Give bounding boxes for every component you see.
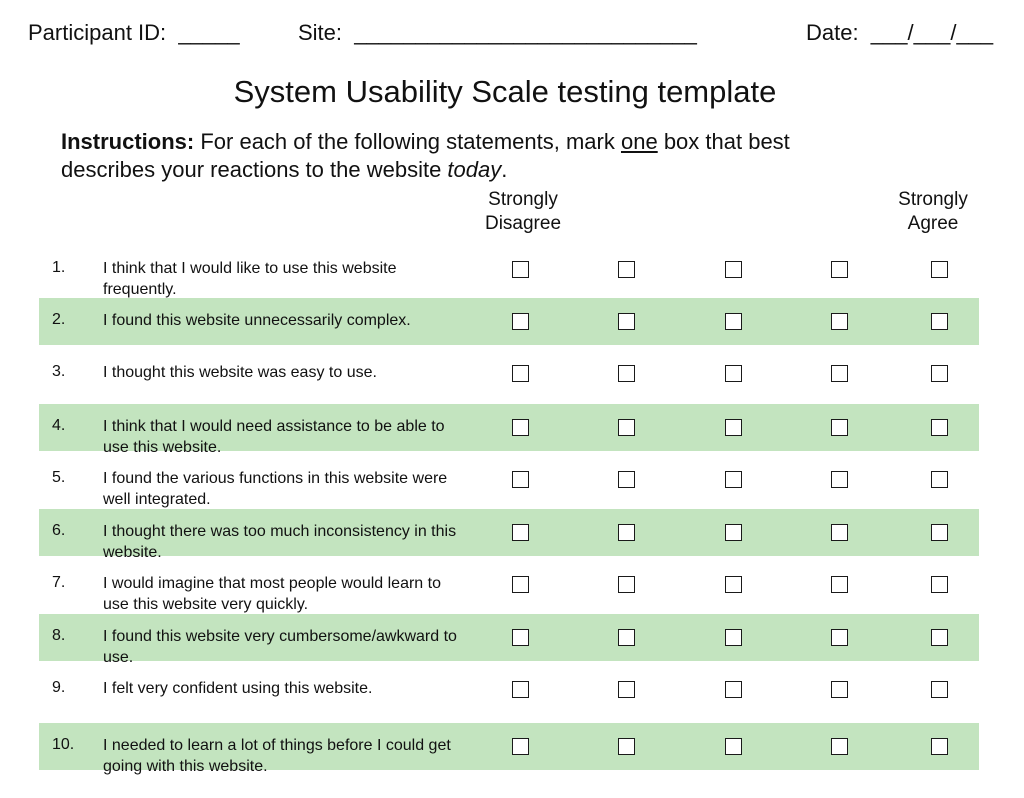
question-number: 6. bbox=[52, 522, 66, 539]
rating-checkbox-1[interactable] bbox=[512, 261, 529, 278]
rating-checkbox-1[interactable] bbox=[512, 629, 529, 646]
rating-checkbox-4[interactable] bbox=[831, 629, 848, 646]
rating-checkbox-2[interactable] bbox=[618, 419, 635, 436]
rating-checkbox-1[interactable] bbox=[512, 524, 529, 541]
instructions-italic: today bbox=[447, 157, 502, 182]
rating-checkbox-3[interactable] bbox=[725, 576, 742, 593]
rating-checkbox-4[interactable] bbox=[831, 681, 848, 698]
rating-checkbox-4[interactable] bbox=[831, 419, 848, 436]
rating-checkbox-3[interactable] bbox=[725, 419, 742, 436]
rating-checkbox-3[interactable] bbox=[725, 738, 742, 755]
strongly-agree-label-line1: Strongly bbox=[898, 189, 968, 210]
question-number: 4. bbox=[52, 417, 66, 434]
question-row bbox=[39, 456, 979, 508]
rating-checkbox-1[interactable] bbox=[512, 576, 529, 593]
rating-checkbox-2[interactable] bbox=[618, 524, 635, 541]
instructions-end: . bbox=[501, 157, 508, 182]
rating-checkbox-5[interactable] bbox=[931, 419, 948, 436]
rating-checkbox-4[interactable] bbox=[831, 524, 848, 541]
instructions-underlined: one bbox=[620, 129, 658, 154]
rating-checkbox-5[interactable] bbox=[931, 629, 948, 646]
rating-checkbox-2[interactable] bbox=[618, 576, 635, 593]
question-number: 8. bbox=[52, 627, 66, 644]
rating-checkbox-3[interactable] bbox=[725, 261, 742, 278]
rating-checkbox-2[interactable] bbox=[618, 681, 635, 698]
question-statement: I found the various functions in this website were well integrated. bbox=[103, 470, 448, 508]
question-number: 1. bbox=[52, 259, 66, 276]
question-statement: I found this website very cumbersome/awkward to use. bbox=[103, 628, 457, 666]
question-row bbox=[39, 509, 979, 561]
question-number: 5. bbox=[52, 469, 66, 486]
strongly-disagree-label-line1: Strongly bbox=[488, 189, 558, 210]
rating-checkbox-1[interactable] bbox=[512, 365, 529, 382]
question-statement: I thought this website was easy to use. bbox=[103, 364, 377, 381]
question-statement: I thought there was too much inconsistency in this website. bbox=[103, 523, 457, 561]
rating-checkbox-2[interactable] bbox=[618, 629, 635, 646]
rating-checkbox-3[interactable] bbox=[725, 365, 742, 382]
rating-checkbox-1[interactable] bbox=[512, 419, 529, 436]
rating-checkbox-2[interactable] bbox=[618, 313, 635, 330]
question-number: 7. bbox=[52, 574, 66, 591]
instructions-heading: Instructions: bbox=[61, 129, 195, 154]
rating-checkbox-5[interactable] bbox=[931, 471, 948, 488]
site-field[interactable]: Site: ____________________________ bbox=[298, 20, 697, 45]
instructions-text-1: For each of the following statements, mark bbox=[194, 129, 621, 154]
rating-checkbox-2[interactable] bbox=[618, 261, 635, 278]
question-statement: I think that I would like to use this website frequently. bbox=[103, 260, 397, 298]
rating-checkbox-3[interactable] bbox=[725, 681, 742, 698]
rating-checkbox-5[interactable] bbox=[931, 313, 948, 330]
rating-checkbox-4[interactable] bbox=[831, 471, 848, 488]
participant-id-field[interactable]: Participant ID: _____ bbox=[28, 20, 240, 45]
rating-checkbox-3[interactable] bbox=[725, 629, 742, 646]
rating-checkbox-3[interactable] bbox=[725, 471, 742, 488]
question-row bbox=[39, 666, 979, 713]
question-number: 10. bbox=[52, 736, 75, 753]
rating-checkbox-1[interactable] bbox=[512, 313, 529, 330]
rating-checkbox-5[interactable] bbox=[931, 738, 948, 755]
instructions bbox=[61, 128, 881, 184]
page-title: System Usability Scale testing template bbox=[233, 74, 777, 109]
question-number: 3. bbox=[52, 363, 66, 380]
question-row bbox=[39, 614, 979, 666]
question-row bbox=[39, 350, 979, 397]
rating-checkbox-4[interactable] bbox=[831, 576, 848, 593]
question-number: 2. bbox=[52, 311, 66, 328]
question-statement: I needed to learn a lot of things before I could get going with this website. bbox=[103, 737, 451, 775]
rating-checkbox-4[interactable] bbox=[831, 261, 848, 278]
question-statement: I think that I would need assistance to be able to use this website. bbox=[103, 418, 445, 456]
rating-checkbox-1[interactable] bbox=[512, 471, 529, 488]
question-row bbox=[39, 298, 979, 345]
strongly-disagree-label-line2: Disagree bbox=[484, 213, 562, 234]
strongly-disagree-label bbox=[463, 188, 583, 236]
rating-checkbox-2[interactable] bbox=[618, 738, 635, 755]
strongly-agree-label-line2: Agree bbox=[907, 213, 959, 234]
question-row bbox=[39, 723, 979, 775]
question-row bbox=[39, 561, 979, 613]
question-statement: I would imagine that most people would learn to use this website very quickly. bbox=[103, 575, 441, 613]
rating-checkbox-5[interactable] bbox=[931, 261, 948, 278]
question-statement: I found this website unnecessarily complex. bbox=[103, 312, 411, 329]
strongly-agree-label bbox=[873, 188, 993, 236]
rating-checkbox-5[interactable] bbox=[931, 576, 948, 593]
rating-checkbox-3[interactable] bbox=[725, 313, 742, 330]
rating-checkbox-2[interactable] bbox=[618, 471, 635, 488]
question-statement: I felt very confident using this website. bbox=[103, 680, 373, 697]
date-field[interactable]: Date: ___/___/___ bbox=[806, 20, 994, 45]
rating-checkbox-3[interactable] bbox=[725, 524, 742, 541]
rating-checkbox-1[interactable] bbox=[512, 681, 529, 698]
rating-checkbox-5[interactable] bbox=[931, 365, 948, 382]
rating-checkbox-4[interactable] bbox=[831, 738, 848, 755]
question-row bbox=[39, 246, 979, 298]
rating-checkbox-2[interactable] bbox=[618, 365, 635, 382]
question-row bbox=[39, 404, 979, 456]
rating-checkbox-4[interactable] bbox=[831, 365, 848, 382]
rating-checkbox-4[interactable] bbox=[831, 313, 848, 330]
rating-checkbox-5[interactable] bbox=[931, 524, 948, 541]
instructions-text-2: box that best describes your reactions to the website bbox=[61, 129, 790, 182]
question-number: 9. bbox=[52, 679, 66, 696]
rating-checkbox-1[interactable] bbox=[512, 738, 529, 755]
rating-checkbox-5[interactable] bbox=[931, 681, 948, 698]
